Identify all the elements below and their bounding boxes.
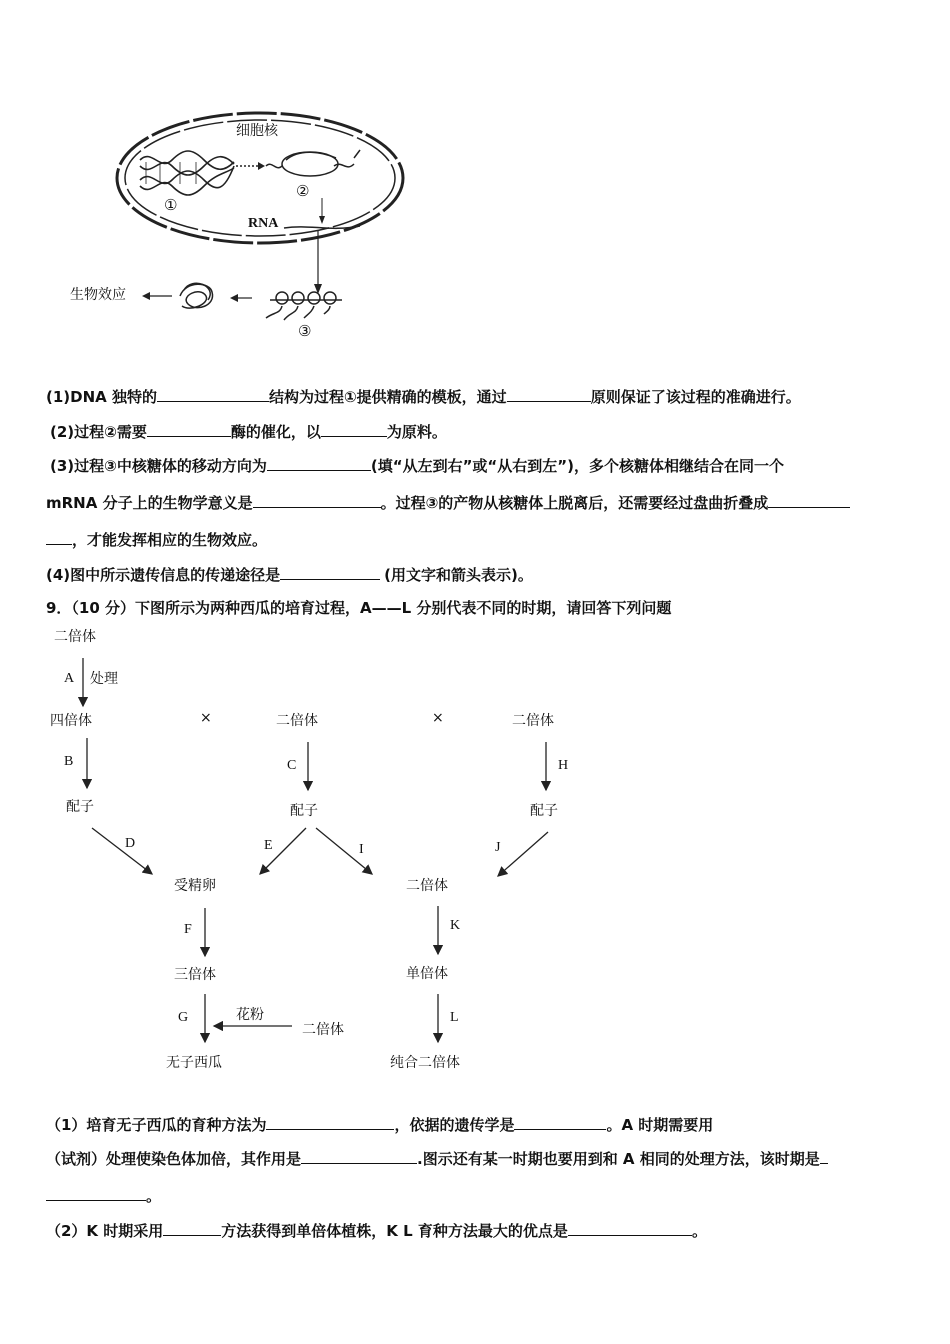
cross-symbol-1: × — [200, 710, 212, 726]
q8-part3-line1 — [50, 455, 784, 476]
rna-strand — [284, 226, 360, 228]
rna-label: RNA — [248, 216, 279, 231]
blank-q8-7-cont[interactable] — [46, 543, 72, 545]
q8-p1-b: 结构为过程①提供精确的模板，通过 — [268, 388, 507, 406]
q9-part2 — [46, 1220, 707, 1241]
label-K: K — [450, 918, 461, 933]
q9-p1-a: （1）培育无子西瓜的育种方法为 — [46, 1116, 267, 1134]
q9-p1-f: 。 — [146, 1187, 162, 1205]
node-sanbeiti: 三倍体 — [174, 967, 216, 983]
blank-q8-1[interactable] — [157, 400, 269, 402]
q9-p1-c: 。A 时期需要用 — [606, 1116, 714, 1134]
blank-q9-1[interactable] — [266, 1128, 394, 1130]
node-peizi-mid: 配子 — [290, 803, 318, 819]
node-erbeiti-mid: 二倍体 — [276, 713, 318, 729]
blank-q8-6[interactable] — [253, 506, 381, 508]
label-J: J — [495, 840, 501, 855]
node-shoujingluan: 受精卵 — [174, 878, 216, 894]
label-E: E — [264, 838, 273, 853]
q9-title: 9．（10 分）下图所示为两种西瓜的培育过程，A——L 分别代表不同的时期，请回答下列问题 — [46, 599, 672, 617]
blank-q8-2[interactable] — [507, 400, 591, 402]
q8-part3-line3 — [46, 529, 267, 550]
label-A: A — [64, 671, 75, 686]
q9-p1-b: ，依据的遗传学是 — [394, 1116, 515, 1134]
q8-p3-c: mRNA 分子上的生物学意义是 — [46, 494, 253, 512]
q9-p2-a: （2）K 时期采用 — [46, 1222, 164, 1240]
blank-q9-2[interactable] — [514, 1128, 606, 1130]
dna-helix-icon — [140, 151, 234, 195]
q9-p2-b: 方法获得到单倍体植株，K L 育种方法最大的优点是 — [221, 1222, 568, 1240]
arrow-D — [92, 828, 152, 874]
nucleus-label: 细胞核 — [236, 123, 278, 139]
blank-q9-6[interactable] — [568, 1234, 692, 1236]
q8-p4-b: (用文字和箭头表示)。 — [384, 566, 533, 584]
q8-p3-e: ，才能发挥相应的生物效应。 — [72, 531, 268, 549]
node-erbeiti-top: 二倍体 — [54, 629, 96, 645]
node-erbeiti-right: 二倍体 — [512, 713, 554, 729]
node-erbeiti-center: 二倍体 — [406, 878, 448, 894]
q9-p1-e: .图示还有某一时期也要用到和 A 相同的处理方法，该时期是 — [417, 1150, 820, 1168]
q8-part4 — [46, 564, 533, 585]
label-G: G — [178, 1010, 189, 1025]
blank-q9-4[interactable] — [820, 1162, 828, 1164]
q9-part1-line3 — [46, 1185, 161, 1206]
label-H: H — [558, 758, 569, 773]
gene-expression-figure — [60, 100, 420, 350]
node-erbeiti-pollen: 二倍体 — [302, 1022, 344, 1038]
label-C: C — [287, 758, 297, 773]
label-F: F — [184, 922, 192, 937]
folded-protein-icon — [180, 283, 213, 308]
blank-q9-4-cont[interactable] — [46, 1199, 146, 1201]
label-B: B — [64, 754, 74, 769]
transcription-icon — [266, 150, 360, 176]
node-peizi-right: 配子 — [530, 803, 558, 819]
blank-q8-8[interactable] — [280, 578, 380, 580]
blank-q8-7[interactable] — [768, 506, 850, 508]
q8-p3-d: 。过程③的产物从核糖体上脱离后，还需要经过盘曲折叠成 — [380, 494, 769, 512]
q9-p1-d: （试剂）处理使染色体加倍，其作用是 — [46, 1150, 302, 1168]
node-danbeiti: 单倍体 — [406, 966, 448, 982]
label-I: I — [359, 842, 364, 857]
node-wuzi-xigua: 无子西瓜 — [166, 1055, 222, 1071]
q8-p1-c: 原则保证了该过程的准确进行。 — [590, 388, 801, 406]
node-peizi-left: 配子 — [66, 799, 94, 815]
q8-part2 — [50, 421, 447, 442]
q8-p2-b: 酶的催化，以 — [230, 423, 321, 441]
label-L: L — [450, 1010, 459, 1025]
q8-p3-b: (填“从左到右”或“从右到左”)，多个核糖体相继结合在同一个 — [370, 457, 785, 475]
q8-p3-a: (3)过程③中核糖体的移动方向为 — [50, 457, 267, 475]
q8-part1 — [46, 386, 801, 407]
q8-p4-a: (4)图中所示遗传信息的传递途径是 — [46, 566, 281, 584]
q9-part1-line2 — [46, 1148, 828, 1169]
label-chuli: 处理 — [90, 671, 118, 687]
q8-p2-a: (2)过程②需要 — [50, 423, 147, 441]
blank-q9-5[interactable] — [163, 1234, 221, 1236]
blank-q9-3[interactable] — [301, 1162, 417, 1164]
node-sibeiti: 四倍体 — [50, 713, 92, 729]
node-chunhe-erbeiti: 纯合二倍体 — [390, 1055, 460, 1071]
q8-p1-a: (1)DNA 独特的 — [46, 388, 157, 406]
q8-p2-c: 为原料。 — [386, 423, 447, 441]
breeding-diagram — [40, 620, 600, 1090]
effect-label: 生物效应 — [70, 287, 126, 303]
blank-q8-3[interactable] — [147, 435, 231, 437]
label-huafen: 花粉 — [236, 1007, 264, 1023]
polysome-icon — [266, 292, 342, 320]
circle-label-3: ③ — [298, 322, 312, 340]
circle-label-2: ② — [296, 182, 310, 200]
q9-part1-line1 — [46, 1114, 713, 1135]
arrow-J — [498, 832, 548, 876]
q8-part3-line2 — [46, 492, 850, 513]
label-D: D — [125, 836, 136, 851]
cross-symbol-2: × — [432, 710, 444, 726]
circle-label-1: ① — [164, 196, 178, 214]
q9-p2-c: 。 — [691, 1222, 707, 1240]
blank-q8-4[interactable] — [321, 435, 387, 437]
blank-q8-5[interactable] — [267, 469, 371, 471]
